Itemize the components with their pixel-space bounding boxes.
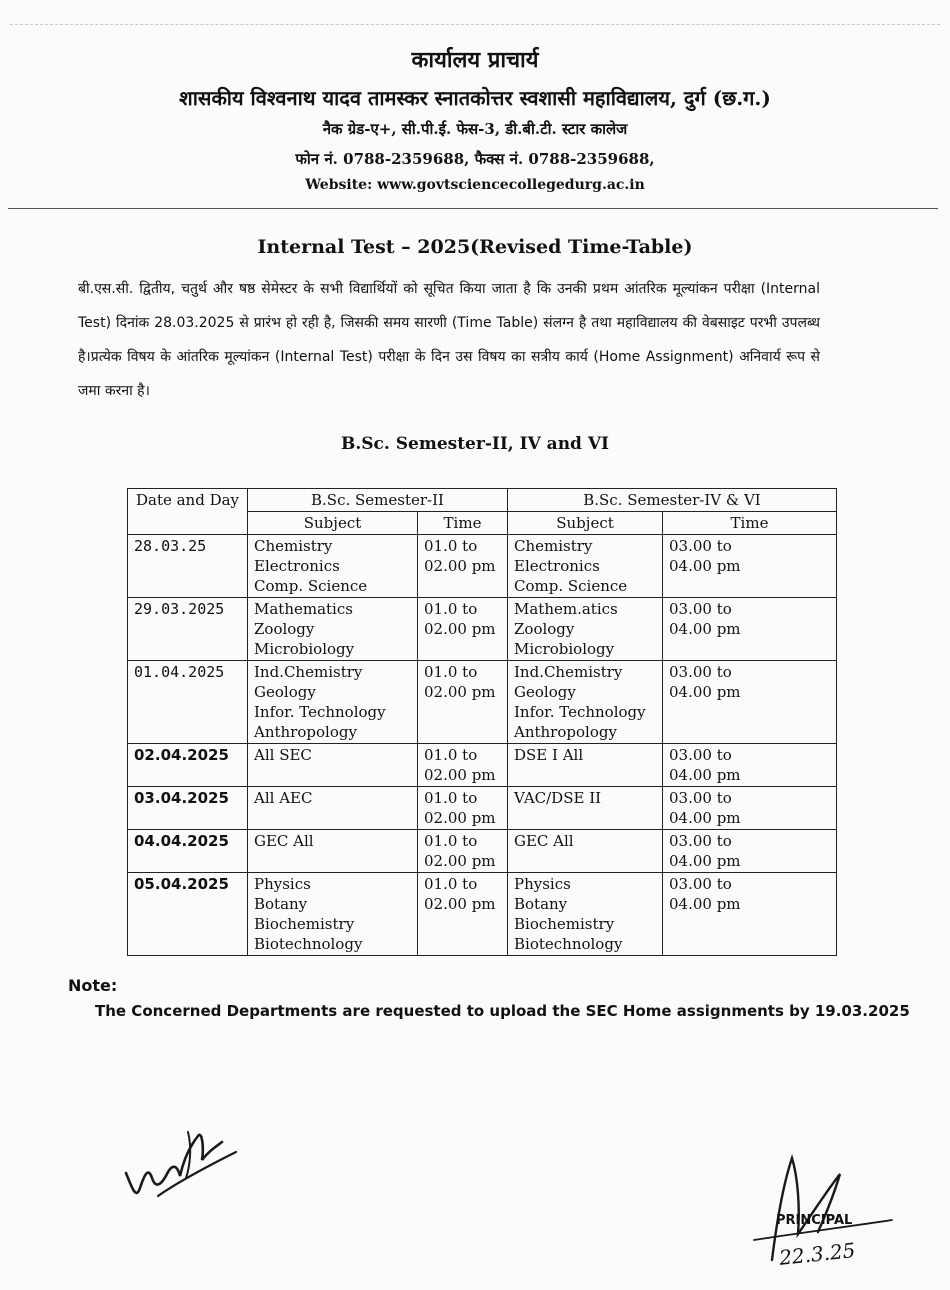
- time-line: 03.00 to: [669, 537, 732, 555]
- time-line: 02.00 pm: [424, 683, 496, 701]
- sem2-subjects: [248, 830, 418, 873]
- sem2-time: [418, 830, 508, 873]
- time-line: 04.00 pm: [669, 852, 741, 870]
- exam-date: 02.04.2025: [128, 744, 248, 787]
- time-line: 01.0 to: [424, 663, 478, 681]
- subject-item: Botany: [254, 895, 308, 913]
- exam-date: 04.04.2025: [128, 830, 248, 873]
- sem2-subjects: [248, 873, 418, 956]
- time-line: 02.00 pm: [424, 809, 496, 827]
- sem2-time: [418, 661, 508, 744]
- exam-date: 28.03.25: [128, 535, 248, 598]
- subject-item: Physics: [514, 875, 571, 893]
- note-text: The Concerned Departments are requested to upload the SEC Home assignments by 19.03.2025: [95, 1002, 910, 1020]
- sem46-header: B.Sc. Semester-IV & VI: [508, 489, 837, 512]
- notice-paragraph: बी.एस.सी. द्वितीय, चतुर्थ और षष्ठ सेमेस्टर के सभी विद्यार्थियों को सूचित किया जाता है कि उनकी प्रथम आंतरिक मूल्यांकन परीक्षा (Internal Test) दिनांक 28.03.2025 से प्रारंभ हो रही है, जिसकी समय सारणी (Time Table) संलग्न है तथा महाविद्यालय की वेबसाइट परभी उपलब्ध है।प्रत्येक विषय के आंतरिक मूल्यांकन (Internal Test) परीक्षा के दिन उस विषय का सत्रीय कार्य (Home Assignment) अनिवार्य रूप से जमा करना है।: [78, 281, 820, 399]
- sem2-subjects: [248, 661, 418, 744]
- letterhead: [0, 44, 950, 193]
- sem46-time: [663, 744, 837, 787]
- table-row: [128, 787, 837, 830]
- sem46-subjects: [508, 598, 663, 661]
- subject-item: All AEC: [254, 789, 313, 807]
- subject-item: Physics: [254, 875, 311, 893]
- time-line: 01.0 to: [424, 600, 478, 618]
- subject-item: Ind.Chemistry: [254, 663, 363, 681]
- subject-item: Biochemistry: [514, 915, 615, 933]
- sem2-time: [418, 598, 508, 661]
- time-line: 01.0 to: [424, 875, 478, 893]
- sem2-time-header: Time: [418, 512, 508, 535]
- subject-item: GEC All: [254, 832, 314, 850]
- subject-item: Infor. Technology: [514, 703, 646, 721]
- sem46-subjects: [508, 787, 663, 830]
- subject-item: Biochemistry: [254, 915, 355, 933]
- time-line: 03.00 to: [669, 746, 732, 764]
- letterhead-divider: [8, 208, 938, 209]
- sem46-time: [663, 787, 837, 830]
- time-line: 02.00 pm: [424, 895, 496, 913]
- subject-item: Chemistry: [514, 537, 593, 555]
- sem46-subjects: [508, 873, 663, 956]
- subject-item: Botany: [514, 895, 568, 913]
- time-line: 01.0 to: [424, 746, 478, 764]
- subject-item: Zoology: [514, 620, 575, 638]
- contact-line: फोन नं. 0788-2359688, फैक्स नं. 0788-2359688,: [295, 150, 655, 168]
- time-line: 03.00 to: [669, 600, 732, 618]
- time-line: 03.00 to: [669, 663, 732, 681]
- exam-date: 01.04.2025: [128, 661, 248, 744]
- subject-item: Anthropology: [254, 723, 357, 741]
- exam-date: 03.04.2025: [128, 787, 248, 830]
- sem2-subjects: [248, 787, 418, 830]
- subject-item: Zoology: [254, 620, 315, 638]
- time-line: 01.0 to: [424, 832, 478, 850]
- subject-item: Geology: [254, 683, 316, 701]
- college-name: शासकीय विश्वनाथ यादव तामस्कर स्नातकोत्तर स्वशासी महाविद्यालय, दुर्ग (छ.ग.): [179, 86, 771, 110]
- subject-item: Chemistry: [254, 537, 333, 555]
- subject-item: Mathem.atics: [514, 600, 618, 618]
- timetable: [127, 488, 837, 956]
- accreditation-line: नैक ग्रेड-ए+, सी.पी.ई. फेस-3, डी.बी.टी. स्टार कालेज: [322, 120, 628, 138]
- sem46-time: [663, 598, 837, 661]
- time-line: 03.00 to: [669, 832, 732, 850]
- subject-item: VAC/DSE II: [514, 789, 602, 807]
- sem46-subjects: [508, 535, 663, 598]
- subject-item: All SEC: [254, 746, 312, 764]
- subject-item: Biotechnology: [254, 935, 363, 953]
- sem2-time: [418, 744, 508, 787]
- sem46-time: [663, 535, 837, 598]
- time-line: 04.00 pm: [669, 557, 741, 575]
- sem46-time: [663, 661, 837, 744]
- subject-item: Anthropology: [514, 723, 617, 741]
- note-label: Note:: [68, 976, 118, 995]
- signature-left: [118, 1118, 248, 1208]
- time-line: 02.00 pm: [424, 766, 496, 784]
- scan-edge-line: [10, 24, 940, 25]
- subject-item: Comp. Science: [254, 577, 368, 595]
- timetable-subtitle: B.Sc. Semester-II, IV and VI: [340, 434, 610, 454]
- table-row: [128, 830, 837, 873]
- sem46-subjects: [508, 830, 663, 873]
- signature-date: 22.3.25: [778, 1238, 857, 1270]
- sem46-time: [663, 830, 837, 873]
- time-line: 03.00 to: [669, 789, 732, 807]
- timetable-body: [128, 535, 837, 956]
- time-line: 04.00 pm: [669, 895, 741, 913]
- sem2-time: [418, 535, 508, 598]
- subject-item: Ind.Chemistry: [514, 663, 623, 681]
- time-line: 04.00 pm: [669, 809, 741, 827]
- time-line: 04.00 pm: [669, 620, 741, 638]
- sem46-time-header: Time: [663, 512, 837, 535]
- subject-item: Microbiology: [254, 640, 355, 658]
- subject-item: Biotechnology: [514, 935, 623, 953]
- sem2-subject-header: Subject: [248, 512, 418, 535]
- time-line: 04.00 pm: [669, 683, 741, 701]
- sem46-subjects: [508, 744, 663, 787]
- subject-item: Electronics: [514, 557, 600, 575]
- sem2-subjects: [248, 598, 418, 661]
- time-line: 04.00 pm: [669, 766, 741, 784]
- time-line: 02.00 pm: [424, 620, 496, 638]
- subject-item: Infor. Technology: [254, 703, 386, 721]
- table-row: [128, 598, 837, 661]
- subject-item: Microbiology: [514, 640, 615, 658]
- sem2-header: B.Sc. Semester-II: [248, 489, 508, 512]
- subject-item: GEC All: [514, 832, 574, 850]
- date-header: Date and Day: [128, 489, 248, 535]
- table-row: [128, 873, 837, 956]
- sem2-subjects: [248, 535, 418, 598]
- sem2-time: [418, 787, 508, 830]
- subject-item: Electronics: [254, 557, 340, 575]
- table-row: [128, 661, 837, 744]
- sem2-subjects: [248, 744, 418, 787]
- document-title: Internal Test – 2025(Revised Time-Table): [257, 236, 693, 258]
- time-line: 01.0 to: [424, 537, 478, 555]
- sem46-subject-header: Subject: [508, 512, 663, 535]
- exam-date: 05.04.2025: [128, 873, 248, 956]
- exam-date: 29.03.2025: [128, 598, 248, 661]
- office-heading: कार्यालय प्राचार्य: [411, 47, 539, 73]
- subject-item: Comp. Science: [514, 577, 628, 595]
- time-line: 02.00 pm: [424, 852, 496, 870]
- sem2-time: [418, 873, 508, 956]
- subject-item: Mathematics: [254, 600, 353, 618]
- subject-item: DSE I All: [514, 746, 584, 764]
- time-line: 01.0 to: [424, 789, 478, 807]
- sem46-subjects: [508, 661, 663, 744]
- time-line: 02.00 pm: [424, 557, 496, 575]
- principal-label: PRINCIPAL: [776, 1213, 853, 1228]
- table-row: [128, 535, 837, 598]
- table-row: [128, 744, 837, 787]
- time-line: 03.00 to: [669, 875, 732, 893]
- subject-item: Geology: [514, 683, 576, 701]
- sem46-time: [663, 873, 837, 956]
- website-line: Website: www.govtsciencecollegedurg.ac.in: [305, 177, 645, 193]
